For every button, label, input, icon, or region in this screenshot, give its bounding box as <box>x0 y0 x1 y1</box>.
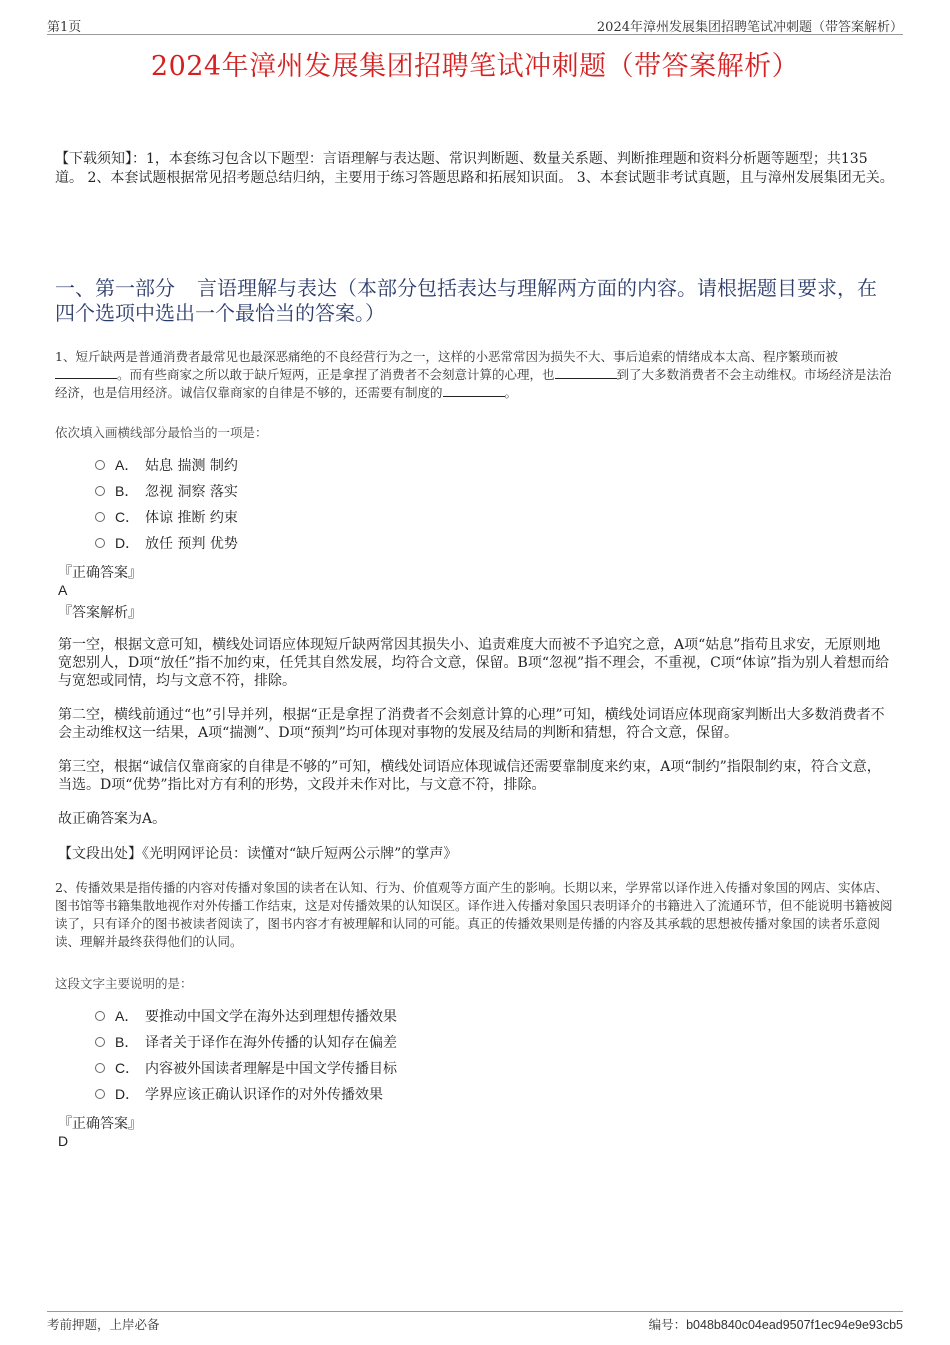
option-text: 译者关于译作在海外传播的认知存在偏差 <box>145 1035 397 1051</box>
option-letter: C． <box>115 509 140 525</box>
option-letter: A． <box>115 1008 139 1024</box>
option-letter: B． <box>115 1034 139 1050</box>
section-heading <box>55 276 895 326</box>
option-a[interactable] <box>95 1003 397 1029</box>
footer-code <box>649 1315 903 1333</box>
footer-slogan: 考前押题，上岸必备 <box>47 1317 160 1332</box>
question-1-text <box>55 348 895 402</box>
radio-icon[interactable] <box>95 538 105 548</box>
footer-code-value: b048b840c04ead9507f1ec94e9e93cb5 <box>686 1318 903 1332</box>
option-text: 姑息 揣测 制约 <box>145 458 238 474</box>
option-a[interactable] <box>95 452 238 478</box>
option-text: 放任 预判 优势 <box>145 536 238 552</box>
option-letter: B． <box>115 483 139 499</box>
question-1-prompt: 依次填入画横线部分最恰当的一项是： <box>55 425 268 440</box>
question-1-text-part: 。而有些商家之所以敢于缺斤短两，正是拿捏了消费者不会刻意计算的心理，也 <box>117 367 555 382</box>
page-header <box>47 14 903 35</box>
radio-icon[interactable] <box>95 1037 105 1047</box>
document-title: 2024年漳州发展集团招聘笔试冲刺题（带答案解析） <box>150 51 800 82</box>
radio-icon[interactable] <box>95 486 105 496</box>
option-letter: C． <box>115 1060 140 1076</box>
question-1-text-part: 。 <box>504 385 518 400</box>
section-title: 言语理解与表达（本部分包括表达与理解两方面的内容。请根据题目要求，在四个选项中选出一个最恰当的答案。） <box>55 276 877 325</box>
section-number: 一、第一部分 <box>55 276 175 300</box>
option-letter: A． <box>115 457 139 473</box>
radio-icon[interactable] <box>95 1063 105 1073</box>
option-c[interactable] <box>95 1055 397 1081</box>
page-number: 第1页 <box>47 20 82 35</box>
header-doc-title: 2024年漳州发展集团招聘笔试冲刺题（带答案解析） <box>596 20 903 35</box>
footer-code-label: 编号： <box>648 1317 687 1332</box>
question-1-text-part: 1、短斤缺两是普通消费者最常见也最深恶痛绝的不良经营行为之一，这样的小恶常常因为损失不大、事后追索的情绪成本太高、程序繁琐而被 <box>55 349 838 364</box>
answer-label: 『正确答案』 <box>58 1116 142 1132</box>
option-d[interactable] <box>95 530 238 556</box>
option-letter: D． <box>115 535 140 551</box>
analysis-paragraph-2: 第二空，横线前通过“也”引导并列，根据“正是拿捏了消费者不会刻意计算的心理”可知，横线处词语应体现商家判断出大多数消费者不会主动维权这一结果，A项“揣测”、D项“预判”均可体现对事物的发展及结局的判断和猜想，符合文意，保留。 <box>58 707 885 741</box>
option-text: 要推动中国文学在海外达到理想传播效果 <box>145 1009 397 1025</box>
question-2-prompt: 这段文字主要说明的是： <box>55 976 193 991</box>
radio-icon[interactable] <box>95 460 105 470</box>
radio-icon[interactable] <box>95 1011 105 1021</box>
option-b[interactable] <box>95 478 238 504</box>
download-notice: 【下载须知】：1，本套练习包含以下题型：言语理解与表达题、常识判断题、数量关系题、判断推理题和资料分析题等题型；共135道。 2、本套试题根据常见招考题总结归纳，主要用于练习答题思路和拓展知识面。 3、本套试题非考试真题，且与漳州发展集团无关。 <box>55 151 894 186</box>
answer-value: A <box>58 582 68 598</box>
analysis-paragraph-1: 第一空，根据文意可知，横线处词语应体现短斤缺两常因其损失小、追责难度大而被不予追究之意，A项“姑息”指苟且求安，无原则地宽恕别人，D项“放任”指不加约束，任凭其自然发展，均符合文意，保留。B项“忽视”指不理会，不重视，C项“体谅”指为别人着想而给与宽恕或同情，均与文意不符，排除。 <box>58 637 890 689</box>
analysis-paragraph-3: 第三空，根据“诚信仅靠商家的自律是不够的”可知，横线处词语应体现诚信还需要靠制度来约束，A项“制约”指限制约束，符合文意，当选。D项“优势”指比对方有利的形势，文段并未作对比，与文意不符，排除。 <box>58 759 881 793</box>
answer-value: D <box>58 1133 69 1149</box>
fill-blank-1 <box>55 367 117 379</box>
option-c[interactable] <box>95 504 238 530</box>
answer-label: 『正确答案』 <box>58 565 142 581</box>
question-1-options <box>95 452 238 556</box>
radio-icon[interactable] <box>95 1089 105 1099</box>
option-text: 忽视 洞察 落实 <box>145 484 238 500</box>
option-text: 学界应该正确认识译作的对外传播效果 <box>145 1087 383 1103</box>
passage-source: 【文段出处】《光明网评论员：读懂对“缺斤短两公示牌”的掌声》 <box>58 846 458 862</box>
radio-icon[interactable] <box>95 512 105 522</box>
question-2-text: 2、传播效果是指传播的内容对传播对象国的读者在认知、行为、价值观等方面产生的影响。长期以来，学界常以译作进入传播对象国的网店、实体店、图书馆等书籍集散地视作对外传播工作结束，这是对传播效果的认知误区。译作进入传播对象国只表明译介的书籍进入了流通环节，但不能说明书籍被阅读了，只有译介的图书被读者阅读了，图书内容才有被理解和认同的可能。真正的传播效果则是传播的内容及其承载的思想被传播对象国的读者乐意阅读、理解并最终获得他们的认同。 <box>55 880 893 949</box>
option-d[interactable] <box>95 1081 397 1107</box>
question-2-options <box>95 1003 397 1107</box>
option-text: 体谅 推断 约束 <box>145 510 238 526</box>
option-text: 内容被外国读者理解是中国文学传播目标 <box>145 1061 397 1077</box>
option-letter: D． <box>115 1086 140 1102</box>
analysis-conclusion: 故正确答案为A。 <box>58 811 167 827</box>
fill-blank-3 <box>443 385 505 397</box>
fill-blank-2 <box>555 367 617 379</box>
question-1-text-part: 到了大多数消费者不会主动维权。市场经济是法治经济，也是信用经济。诚信仅靠商家的自律是不够的，还需要有制度的 <box>55 367 892 400</box>
page-footer <box>47 1311 903 1332</box>
option-b[interactable] <box>95 1029 397 1055</box>
analysis-label: 『答案解析』 <box>58 605 142 621</box>
